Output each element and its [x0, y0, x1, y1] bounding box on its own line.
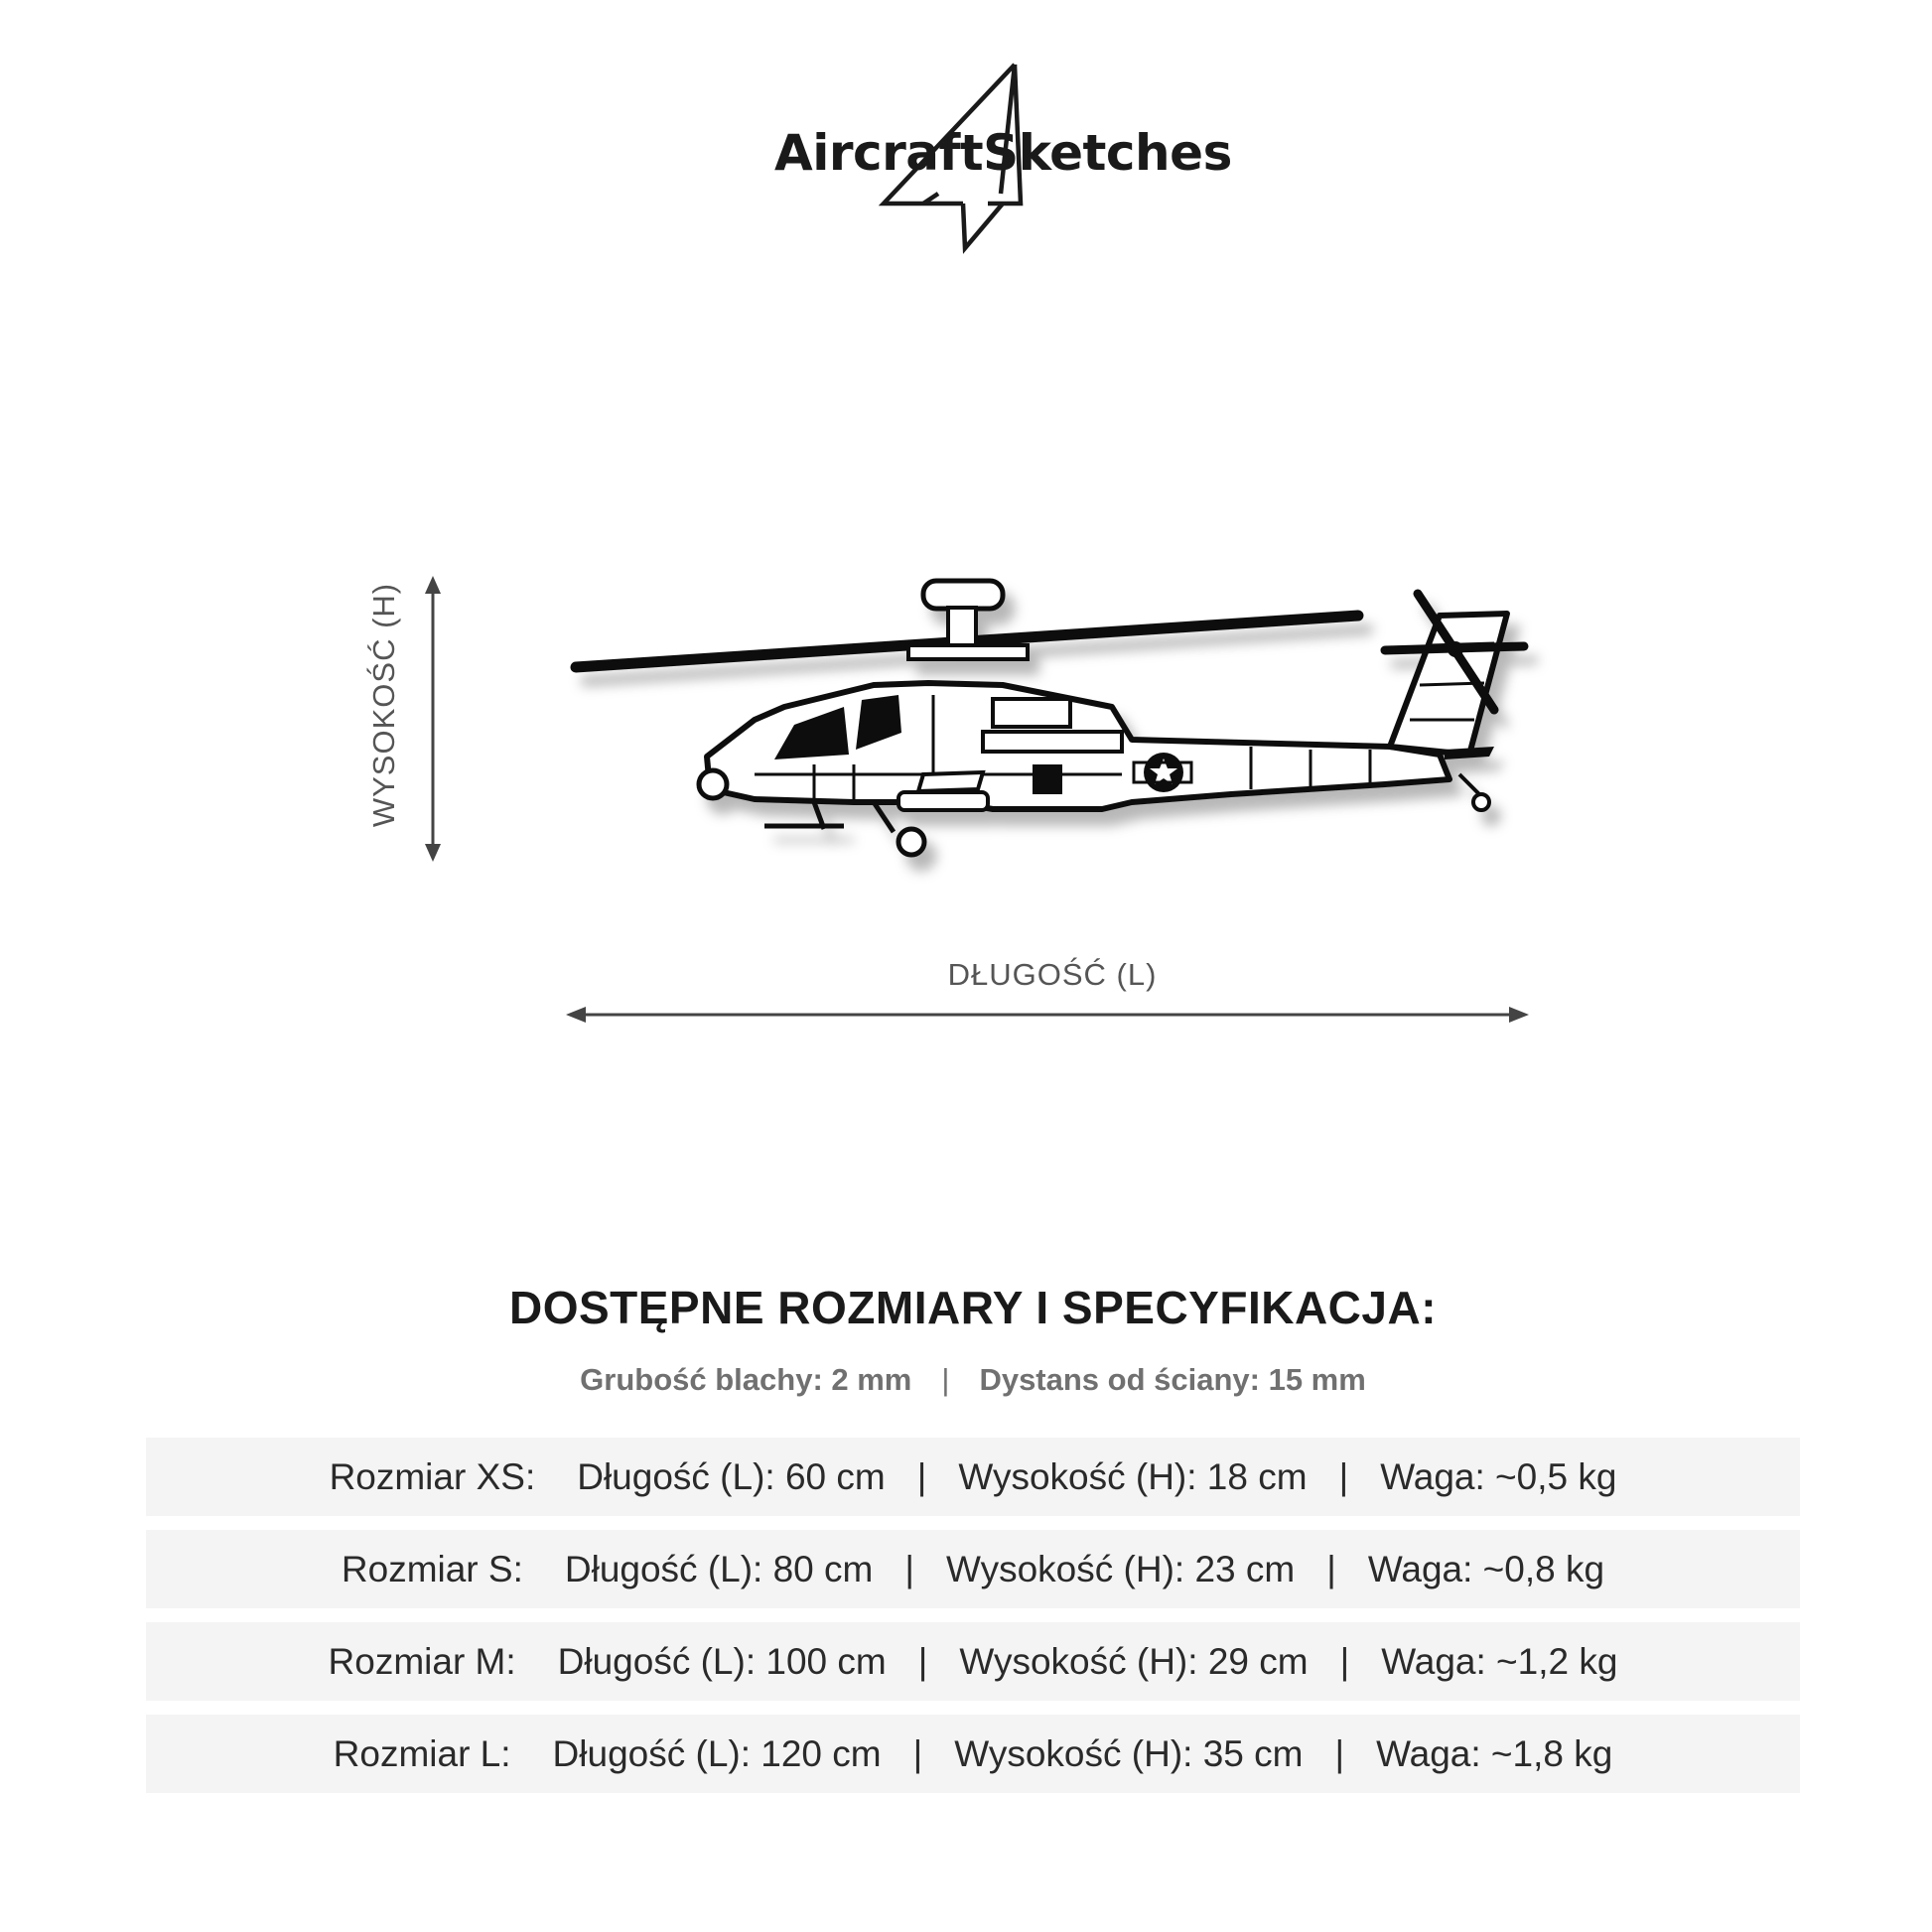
separator: | [1334, 1732, 1345, 1774]
sheet-thickness: Grubość blachy: 2 mm [580, 1362, 912, 1397]
specs-subtitle [0, 1362, 1932, 1398]
size-label: Rozmiar M: [328, 1640, 516, 1682]
length-value: Długość (L): 80 cm [564, 1548, 874, 1589]
size-row-s [146, 1530, 1800, 1608]
separator: | [904, 1548, 914, 1589]
height-label: WYSOKOŚĆ (H) [366, 582, 401, 828]
separator: | [1338, 1455, 1349, 1497]
size-row-xs [146, 1438, 1800, 1516]
weight-value: Waga: ~1,2 kg [1381, 1640, 1618, 1682]
height-value: Wysokość (H): 23 cm [946, 1548, 1296, 1589]
separator: | [912, 1732, 923, 1774]
weight-value: Waga: ~1,8 kg [1376, 1732, 1613, 1774]
weight-value: Waga: ~0,8 kg [1367, 1548, 1605, 1589]
length-value: Długość (L): 100 cm [557, 1640, 887, 1682]
length-value: Długość (L): 60 cm [577, 1455, 886, 1497]
size-label: Rozmiar XS: [329, 1455, 536, 1497]
brand-name: AircraftSketches [774, 124, 1232, 182]
size-label: Rozmiar L: [333, 1732, 511, 1774]
size-label: Rozmiar S: [341, 1548, 523, 1589]
separator: | [1339, 1640, 1350, 1682]
separator: | [916, 1455, 927, 1497]
height-arrow [425, 576, 441, 862]
separator: | [917, 1640, 928, 1682]
specs-title: DOSTĘPNE ROZMIARY I SPECYFIKACJA: [508, 1282, 1438, 1333]
height-value: Wysokość (H): 35 cm [954, 1732, 1304, 1774]
length-arrow [566, 1007, 1529, 1023]
weight-value: Waga: ~0,5 kg [1380, 1455, 1617, 1497]
helicopter-silhouette [576, 581, 1524, 855]
length-value: Długość (L): 120 cm [552, 1732, 882, 1774]
size-table [146, 1438, 1800, 1807]
separator: | [1326, 1548, 1336, 1589]
separator: | [941, 1362, 950, 1397]
height-value: Wysokość (H): 29 cm [959, 1640, 1309, 1682]
wall-distance: Dystans od ściany: 15 mm [979, 1362, 1366, 1397]
size-row-l [146, 1715, 1800, 1793]
length-label: DŁUGOŚĆ (L) [947, 957, 1158, 992]
size-row-m [146, 1622, 1800, 1701]
height-value: Wysokość (H): 18 cm [958, 1455, 1308, 1497]
